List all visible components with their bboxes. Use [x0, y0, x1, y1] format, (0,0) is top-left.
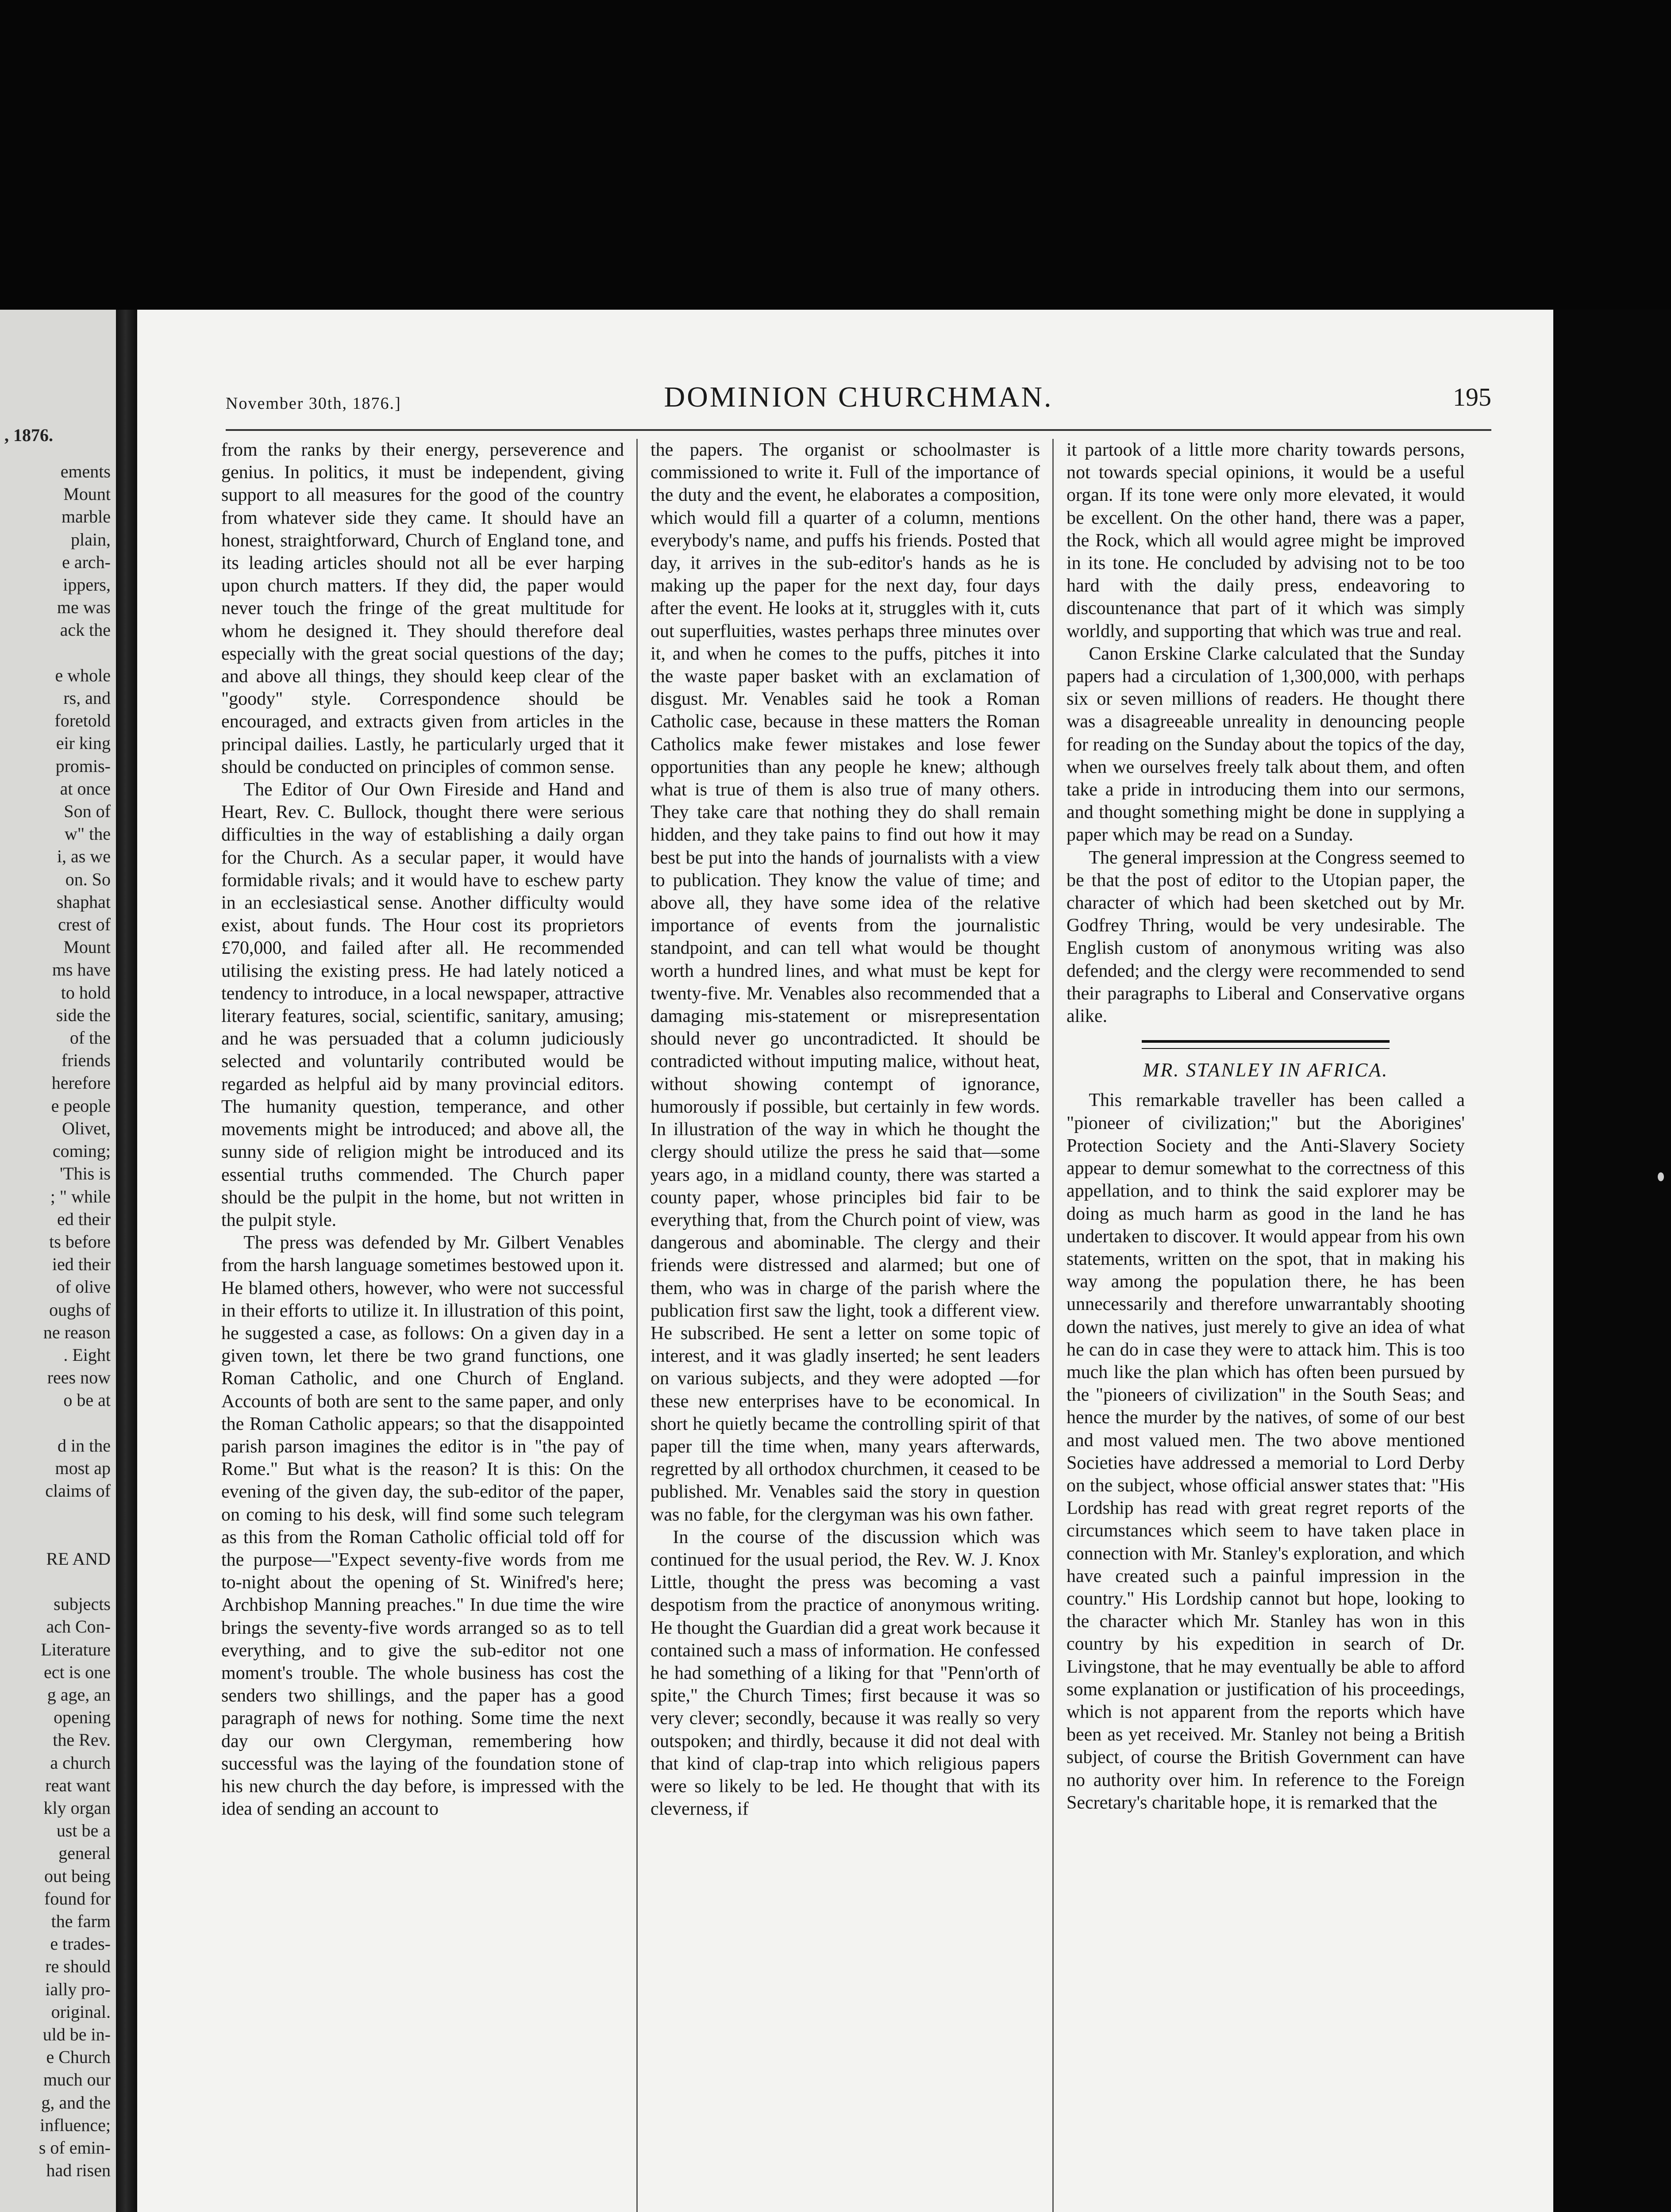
book-gutter — [116, 310, 137, 2212]
left-page-line: ements — [60, 461, 111, 481]
scan-speck — [1658, 1172, 1664, 1181]
left-page-line: the farm — [51, 1911, 111, 1931]
paragraph: This remarkable traveller has been called a "pioneer of civilization;" but the Aborigines' Protection Society and the Anti-Slavery Society appear to demur somewhat to the correctness of this appellation, and to think the said explorer may be doing as much harm as good in the land he has undertaken to discover. It would appear from his own statements, written on the spot, that in making his way among the population there, he has been unnecessarily and therefore unwarrantably shooting down the natives, just merely to give an idea of what he can do in case they were to attack him. This is too much like the plan which has often been pursued by the "pioneers of civilization" in the South Seas; and hence the murder by the natives, of some of our best and most valued men. The two above mentioned Societies have addressed a memorial to Lord Derby on the subject, whose official answer states that: "His Lordship has read with great regret reports of the circumstances which seem to have taken place in connection with Mr. Stanley's exploration, and which have created such a painful impression in the country." His Lordship cannot but hope, looking to the character which Mr. Stanley has won in this country by his expedition in search of Dr. Livingstone, that he may eventually be able to afford some explanation or justification of his proceedings, which is not apparent from the reports which have been as yet received. Mr. Stanley not being a British subject, of course the British Government can have no authority over him. In reference to the Foreign Secretary's charitable hope, it is remarked that the — [1067, 1090, 1465, 1813]
article-heading: MR. STANLEY IN AFRICA. — [1143, 1059, 1389, 1081]
left-page-line: i, as we — [57, 846, 111, 867]
left-page-line: ect is one — [43, 1662, 111, 1682]
left-page-line: a church — [50, 1752, 111, 1773]
left-page-line: plain, — [71, 529, 111, 549]
left-page-line: re should — [45, 1956, 111, 1977]
left-page-line: rees now — [47, 1367, 111, 1388]
left-page-line: g age, an — [47, 1684, 111, 1705]
left-page-line: e Church — [46, 2047, 111, 2067]
left-page-line: influence; — [40, 2115, 111, 2135]
column-divider — [636, 439, 638, 2212]
left-page-line — [0, 641, 111, 664]
left-page-text — [0, 460, 111, 2181]
left-page-line: uld be in- — [42, 2024, 111, 2045]
left-page-line: side the — [56, 1005, 111, 1025]
left-page-line: of olive — [56, 1277, 111, 1297]
left-page-line: ed their — [57, 1209, 111, 1229]
left-page-line: had risen — [46, 2160, 111, 2181]
left-page-line: coming; — [52, 1141, 111, 1161]
left-page-line: s of emin- — [39, 2138, 111, 2158]
left-page-line: foretold — [54, 710, 111, 731]
column-divider — [1052, 439, 1054, 2212]
left-facing-page — [0, 310, 116, 2212]
left-page-line: at once — [60, 778, 111, 799]
section-divider — [1142, 1040, 1390, 1049]
left-page-line: marble — [61, 507, 111, 527]
left-page-line: ack the — [60, 620, 111, 640]
left-page-line: the Rev. — [53, 1730, 111, 1750]
left-page-line: ippers, — [63, 575, 111, 595]
left-page-line: ially pro- — [45, 1979, 111, 1999]
left-page-line: me was — [57, 597, 111, 618]
left-page-line: ; " while — [50, 1186, 111, 1206]
left-page-line — [0, 1570, 111, 1593]
left-page-line: d in the — [58, 1435, 111, 1455]
paragraph: The Editor of Our Own Fireside and Hand and Heart, Rev. C. Bullock, thought there were serious difficulties in the way of establishing a daily organ for the Church. As a secular paper, it would have formidable rivals; and it would have to eschew party in an ecclesiastical sense. Another difficulty would exist, about funds. The Hour cost its proprietors £70,000, and failed after all. He recommended utilising the existing press. He had lately noticed a tendency to introduce, in a local newspaper, attractive literary features, social, scientific, sanitary, amusing; and he was persuaded that a column judiciously selected and voluntarily contributed would be regarded as helpful aid by many provincial editors. The humanity question, temperance, and other movements might be introduced; and above all, the sunny side of religion might be introduced and its essential truths commended. The Church paper should be the pulpit in the home, but not written in the pulpit style. — [221, 780, 624, 1230]
left-page-line: of the — [69, 1028, 111, 1048]
left-page-line — [0, 1412, 111, 1434]
left-page-line: e arch- — [62, 552, 111, 572]
left-page-line: eir king — [56, 733, 111, 753]
left-page-line — [0, 1525, 111, 1548]
paragraph: The press was defended by Mr. Gilbert Venables from the harsh language sometimes bestowed upon it. He blamed others, however, who were not successful in their efforts to utilize it. In illustration of this point, he suggested a case, as follows: On a given day in a given town, let there be two grand functions, one Roman Catholic, and one Church of England. Accounts of both are sent to the same paper, and only the Roman Catholic appears; so that the disappointed parish parson imagines the editor is in "the pay of Rome." But what is the reason? It is this: On the evening of the given day, the sub-editor of the paper, on coming to his desk, will find some such telegram as this from the Roman Catholic official told off for the purpose—"Expect seventy-five words from me to-night about the opening of St. Winifred's here; Archbishop Manning preaches." In due time the wire brings the seventy-five words arranged so as to tell everything, and to give the sub-editor not one moment's trouble. The whole business has cost the senders two shillings, and the paper has a good paragraph of news for nothing. Some time the next day our own Clergyman, remembering how successful was the laying of the foundation stone of his new church the day before, is impressed with the idea of sending an account to — [221, 1233, 624, 1820]
left-page-line: Olivet, — [62, 1118, 111, 1138]
left-page-line: to hold — [61, 982, 111, 1002]
left-page-line: claims of — [45, 1481, 111, 1501]
left-page-line: . Eight — [63, 1344, 111, 1365]
left-page-line: opening — [54, 1707, 111, 1728]
left-page-line: RE AND — [46, 1548, 111, 1569]
issue-date: November 30th, 1876.] — [226, 394, 401, 413]
left-page-line: Literature — [41, 1639, 111, 1659]
left-page-line: out being — [44, 1866, 111, 1886]
left-page-line: e people — [51, 1095, 111, 1116]
left-page-line: e whole — [55, 665, 111, 685]
page-number: 195 — [1453, 383, 1491, 411]
left-page-line: e trades- — [50, 1934, 111, 1954]
column-3 — [1067, 439, 1465, 1814]
left-page-line: w" the — [64, 824, 111, 844]
left-page-line: ne reason — [43, 1322, 111, 1342]
column-1 — [221, 439, 624, 1820]
page-header — [226, 380, 1491, 420]
paragraph: Canon Erskine Clarke calculated that the Sunday papers had a circulation of 1,300,000, with perhaps six or seven millions of readers. He thought there was a disagreeable unreality in denouncing people for reading on the Sunday about the topics of the day, when we ourselves freely talk about them, and often take a pride in introducing them into our sermons, and thought something might be done in supplying a paper which may be read on a Sunday. — [1067, 643, 1465, 845]
left-page-line: ts before — [49, 1231, 111, 1252]
left-page-line: promis- — [55, 756, 111, 776]
paragraph: the papers. The organist or schoolmaster is commissioned to write it. Full of the importance of the duty and the event, he elaborates a composition, which would fill a quarter of a column, mentions everybody's name, and puffs his friends. Posted that day, it arrives in the sub-editor's hands as he is making up the paper for the next day, four days after the event. He looks at it, struggles with it, cuts out superfluities, wastes perhaps three minutes over it, and when he comes to the puffs, pitches it into the waste paper basket with an exclamation of disgust. Mr. Venables said he took a Roman Catholic case, because in these matters the Roman Catholics make fewer mistakes and lose fewer opportunities than any people he knew; although what is true of them is also true of many others. They take care that nothing they do shall remain hidden, and they take pains to find out how it may best be put into the hands of journalists with a view to publication. They know the value of time; and above all, they have some idea of the relative importance of events from the journalistic standpoint, and can tell what would be thought worth a hundred lines, and what must be kept for twenty-five. Mr. Venables also recommended that a damaging mis-statement or misrepresentation should never go uncontradicted. It should be contradicted without imputing malice, without heat, without showing contempt of ignorance, humorously if possible, but certainly in few words. In illustration of the way in which he thought the clergy should utilize the press he said that—some years ago, in a midland county, there was started a county paper, whose principles bid fair to be everything that, from the Church point of view, was dangerous and abominable. The clergy and their friends were distressed and alarmed; but one of them, who was in charge of the parish where the publication first saw the light, took a different view. He subscribed. He sent a letter on some topic of interest, and it was gladly inserted; he sent leaders on various subjects, and they were adopted —for these new enterprises have to be economical. In short he quietly became the controlling spirit of that paper till the time when, many years afterwards, regretted by all orthodox churchmen, it ceased to be published. Mr. Venables said the story in question was no fable, for the clergyman was his own father. — [651, 440, 1040, 1525]
paragraph: In the course of the discussion which was continued for the usual period, the Rev. W. J. Knox Little, thought the press was becoming a vast despotism from the practice of anonymous writing. He thought the Guardian did a great work because it contained such a mass of information. He confessed he had something of a liking for that "Penn'orth of spite," the Church Times; first because it was so very clever; secondly, because it was really so very outspoken; and thirdly, because it did not deal with that kind of clap-trap into which religious papers were so likely to be led. He thought that with its cleverness, if — [651, 1527, 1040, 1820]
left-page-line: much our — [43, 2070, 111, 2090]
left-page-line: g, and the — [41, 2092, 111, 2112]
newspaper-page — [137, 310, 1553, 2212]
left-page-line: most ap — [55, 1458, 111, 1478]
left-page-header: , 1876. — [4, 425, 53, 445]
left-page-line: friends — [61, 1050, 111, 1071]
left-page-line: ms have — [52, 960, 111, 980]
paragraph: from the ranks by their energy, perseverence and genius. In politics, it must be independent, giving support to all measures for the good of the country from whatever side they came. It should have an honest, straightforward, Church of England tone, and its leading articles should not all be ever harping upon church matters. If they did, the paper would never touch the fringe of the great multitude for whom he designed it. They should therefore deal especially with the great social questions of the day; and above all things, they should keep clear of the "goody" style. Correspondence should be encouraged, and extracts given from articles in the principal dailies. Lastly, he particularly urged that it should be conducted on principles of common sense. — [221, 440, 624, 777]
left-page-line: Mount — [63, 937, 111, 957]
scan-background — [1553, 310, 1671, 2212]
left-page-line: ust be a — [56, 1820, 111, 1841]
left-page-line: original. — [51, 2001, 111, 2022]
left-page-line: o be at — [63, 1390, 111, 1410]
left-page-line: subjects — [54, 1594, 111, 1614]
left-page-line: ach Con- — [46, 1617, 111, 1637]
left-page-line: crest of — [58, 914, 111, 935]
paragraph: The general impression at the Congress seemed to be that the post of editor to the Utopian paper, the character of which had been sketched out by Mr. Godfrey Thring, would be very undesirable. The English custom of anonymous writing was also defended; and the clergy were recommended to send their paragraphs to Liberal and Conservative organs alike. — [1067, 847, 1465, 1027]
left-page-line: Mount — [63, 484, 111, 504]
header-divider — [226, 429, 1491, 431]
column-2 — [651, 439, 1040, 1820]
left-page-line: kly organ — [43, 1797, 111, 1818]
left-page-line: 'This is — [60, 1164, 111, 1184]
left-page-line: Son of — [64, 801, 111, 822]
paragraph: it partook of a little more charity towards persons, not towards special opinions, it would be a useful organ. If its tone were only more elevated, it would be excellent. On the other hand, there was a paper, the Rock, which all would agree might be improved in its tone. He concluded by advising not to be too hard with the daily press, endeavoring to discountenance that part of it which was simply worldly, and supporting that which was true and real. — [1067, 440, 1465, 641]
left-page-line: herefore — [51, 1073, 111, 1093]
left-page-line: general — [58, 1843, 111, 1863]
left-page-line: found for — [44, 1888, 111, 1909]
masthead-title: DOMINION CHURCHMAN. — [664, 381, 1053, 413]
left-page-line: ied their — [52, 1254, 111, 1275]
left-page-line: oughs of — [49, 1299, 111, 1320]
left-page-line — [0, 1502, 111, 1525]
left-page-line: shaphat — [56, 891, 111, 912]
left-page-line: on. So — [65, 869, 111, 889]
left-page-line: reat want — [45, 1775, 111, 1795]
left-page-line: rs, and — [63, 688, 111, 708]
